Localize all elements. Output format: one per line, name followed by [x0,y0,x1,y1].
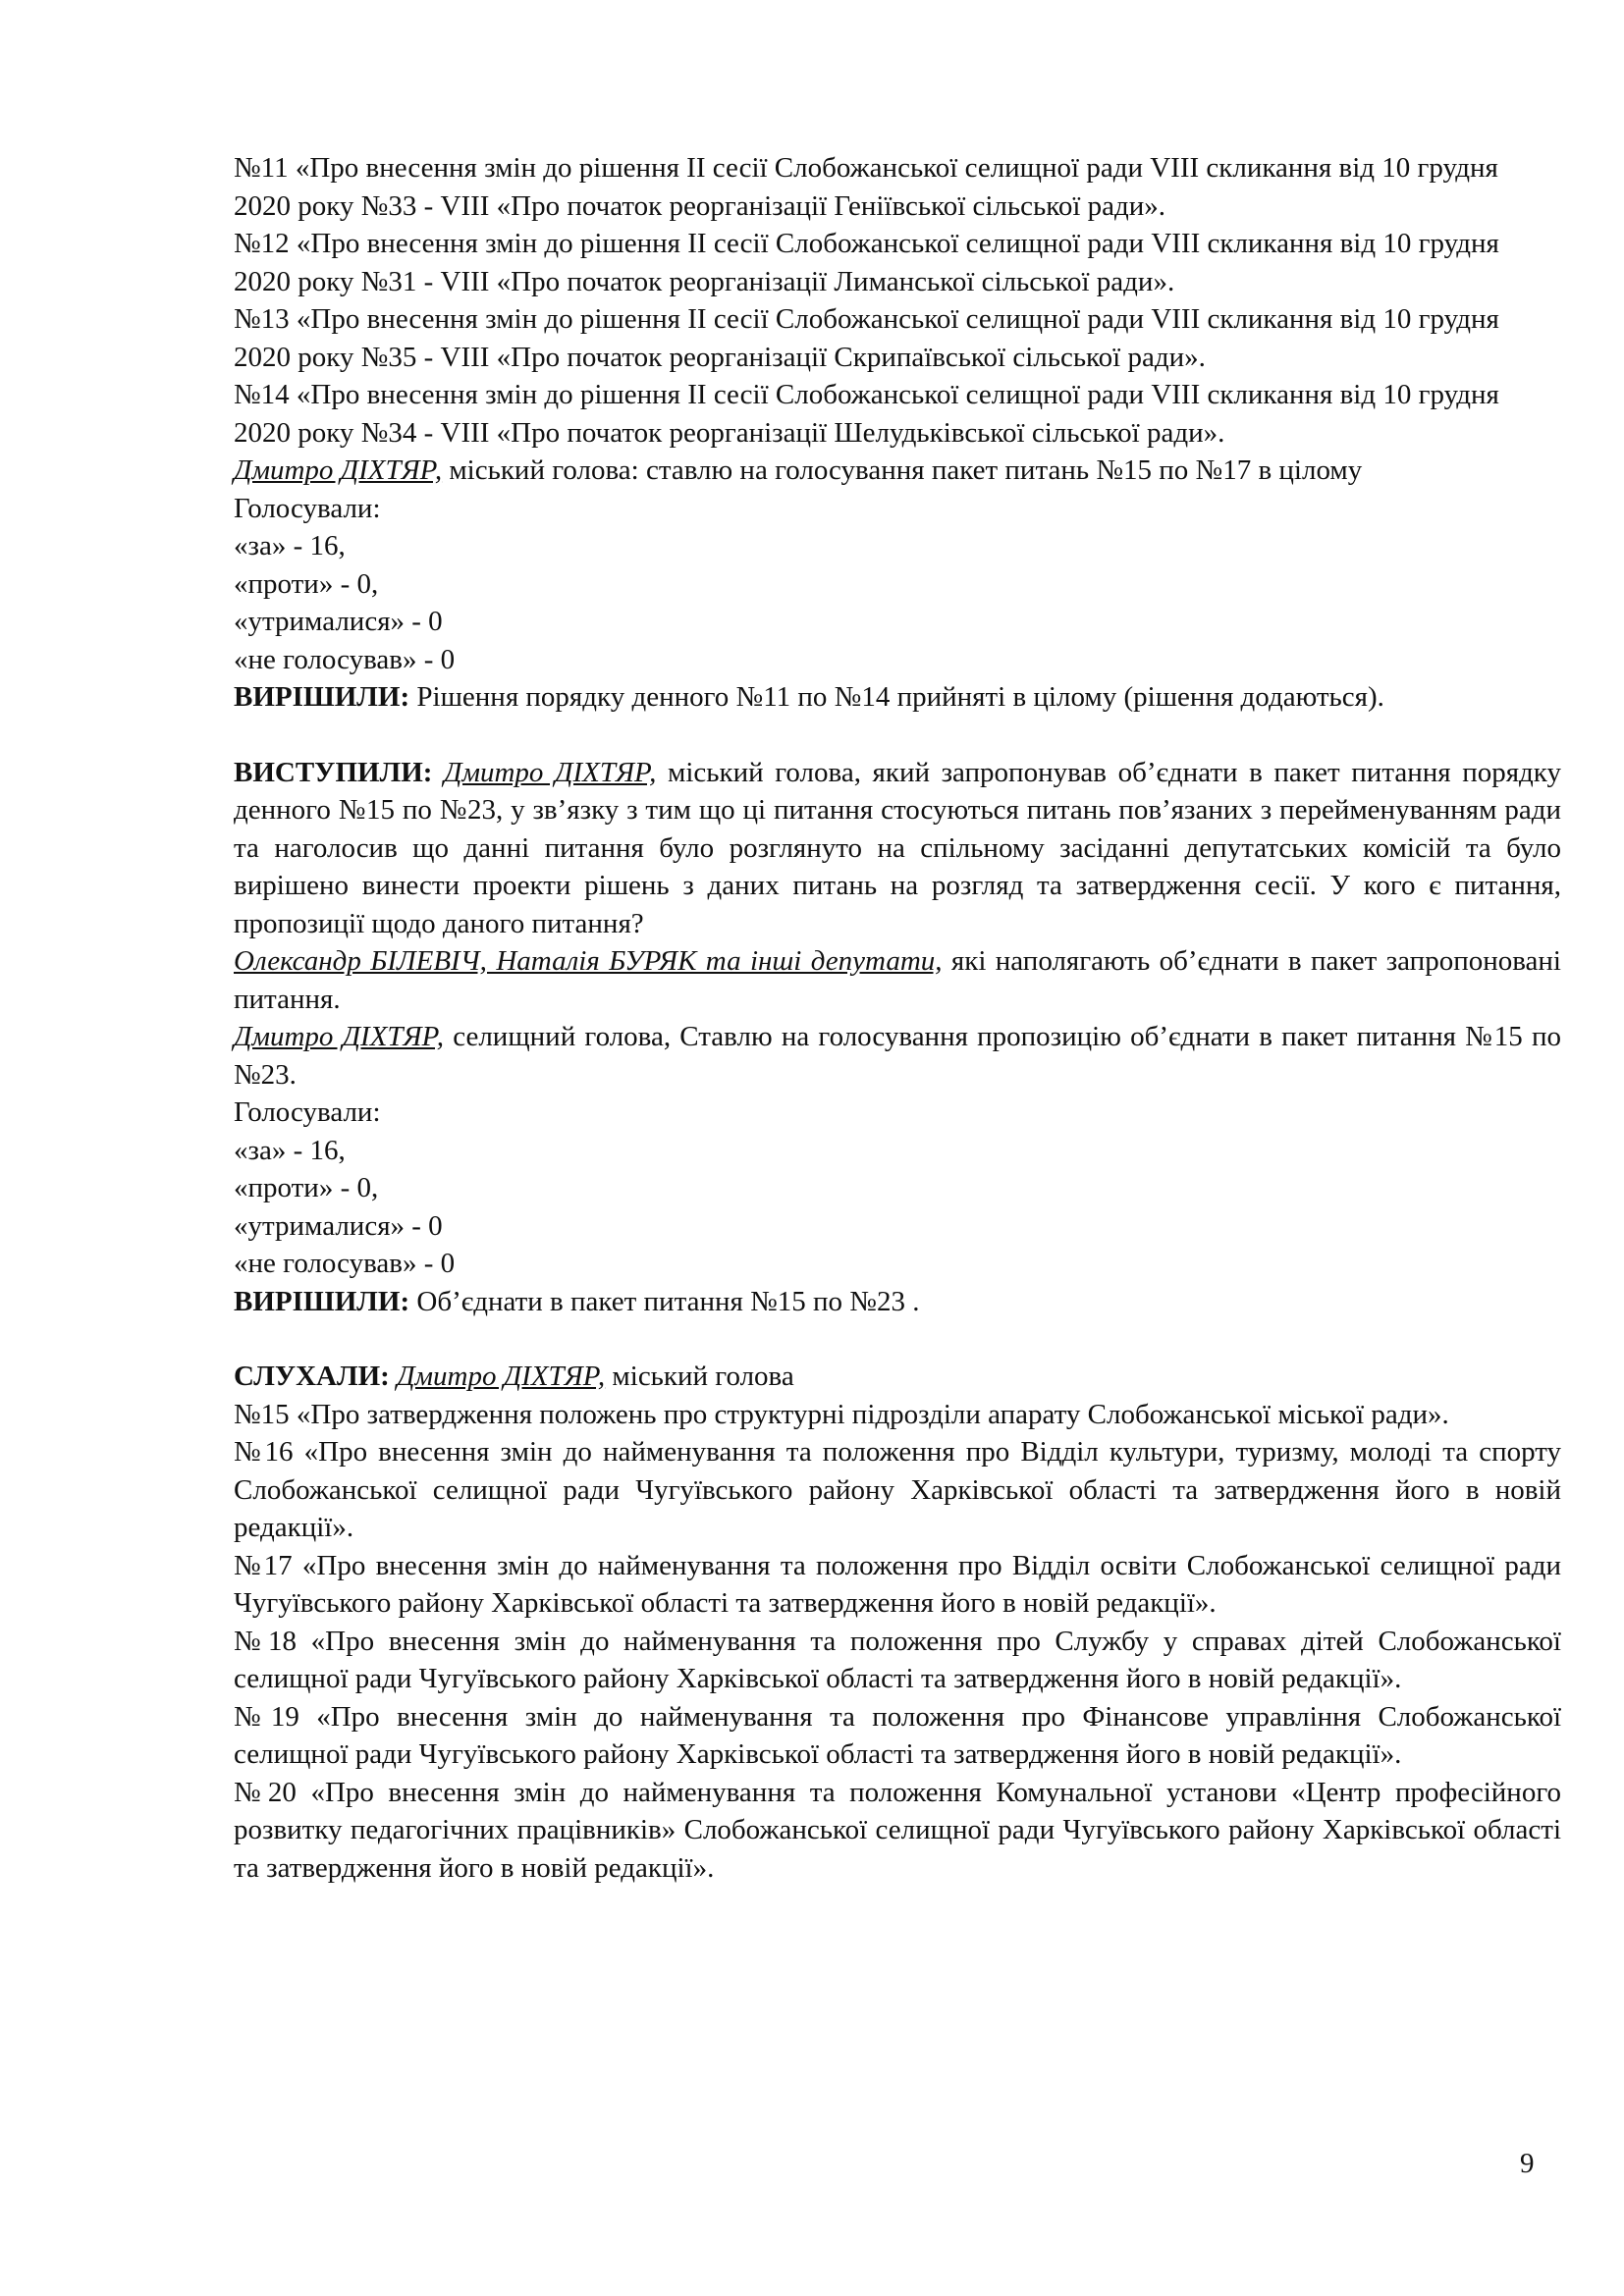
listened-label: СЛУХАЛИ: [234,1361,390,1392]
vote-abstained: «утрималися» - 0 [234,1209,443,1242]
speech-text: міський голова, який запропонував об’єднати в пакет питання порядку денного №15 по №23, у зв’язку з тим що ці питання стосуються питань пов’язаних з перейменуванням ради та наголосив що данні питання було розглянуто на спільному засіданні депутатських комісій та було вирішено винести проекти рішень з даних питань на розгляд та затвердження сесії. У кого є питання, пропозиції щодо даного питання? [234,756,1561,939]
speaker-name: Дмитро ДІХТЯР, [234,1021,445,1052]
voted-label: Голосували: [234,1096,381,1128]
vote-for: «за» - 16, [234,1134,346,1166]
agenda-item-15: №15 «Про затвердження положень про структурні підрозділи апарату Слобожанської міської ради». [234,1398,1449,1430]
document-body [234,149,1561,1887]
speech-label: ВИСТУПИЛИ: [234,756,433,788]
agenda-item-20: №20 «Про внесення змін до найменування та положення Комунальної установи «Центр професійного розвитку педагогічних працівників» Слобожанської селищної ради Чугуївського району Харківської області та затвердження його в новій редакції». [234,1776,1561,1884]
agenda-item-18: №18 «Про внесення змін до найменування та положення про Службу у справах дітей Слобожанської селищної ради Чугуївського району Харківської області та затвердження його в новій редакції». [234,1625,1561,1694]
agenda-item-14: №14 «Про внесення змін до рішення ІІ сесії Слобожанської селищної ради VІІІ скликання від 10 грудня 2020 року №34 - VIII «Про початок реорганізації Шелудьківської сільської ради». [234,379,1499,449]
deputies-block [234,942,1561,1018]
deputies-text: які наполягають об’єднати в пакет запропоновані питання. [234,945,1561,1015]
agenda-item-12: №12 «Про внесення змін до рішення ІІ сесії Слобожанської селищної ради VІІІ скликання від 10 грудня 2020 року №31 - VIII «Про початок реорганізації Лиманської сільської ради». [234,228,1499,297]
agenda-item-16: №16 «Про внесення змін до найменування та положення про Відділ культури, туризму, молоді та спорту Слобожанської селищної ради Чугуївського району Харківської області та затвердження його в новій редакції». [234,1436,1561,1543]
vote-proposal-text: селищний голова, Ставлю на голосування пропозицію об’єднати в пакет питання №15 по №23. [234,1021,1561,1091]
speaker-name: Дмитро ДІХТЯР, [234,454,443,486]
vote-against: «проти» - 0, [234,1172,379,1203]
vote-not-voted: «не голосував» - 0 [234,643,456,675]
vote-proposal-text: міський голова: ставлю на голосування пакет питань №15 по №17 в цілому [442,454,1363,486]
deputies-names: Олександр БІЛЕВІЧ, Наталія БУРЯК та інші депутати, [234,945,943,977]
voted-label: Голосували: [234,492,381,524]
decision-label: ВИРІШИЛИ: [234,1285,410,1317]
vote-for: «за» - 16, [234,530,346,561]
decision-2 [234,1283,1561,1321]
speech-block [234,754,1561,943]
vote-proposal-1 [234,452,1561,490]
spacer [234,717,1561,754]
decision-1 [234,678,1561,717]
listened-text: міський голова [605,1361,794,1392]
agenda-item-13: №13 «Про внесення змін до рішення ІІ сесії Слобожанської селищної ради VІІІ скликання від 10 грудня 2020 року №35 - VIII «Про початок реорганізації Скрипаївської сільської ради». [234,303,1499,373]
decision-text: Об’єднати в пакет питання №15 по №23 . [409,1285,920,1317]
vote-not-voted: «не голосував» - 0 [234,1248,456,1279]
vote-against: «проти» - 0, [234,567,379,600]
spacer [234,1320,1561,1358]
agenda-item-17: №17 «Про внесення змін до найменування та положення про Відділ освіти Слобожанської селищної ради Чугуївського району Харківської області та затвердження його в новій редакції». [234,1549,1561,1619]
decision-label: ВИРІШИЛИ: [234,681,410,713]
listened-block [234,1358,1561,1396]
agenda-item-11: №11 «Про внесення змін до рішення ІІ сесії Слобожанської селищної ради VІІІ скликання від 10 грудня 2020 року №33 - VIII «Про початок реорганізації Геніївської сільської ради». [234,152,1498,222]
decision-text: Рішення порядку денного №11 по №14 прийняті в цілому (рішення додаються). [409,681,1384,713]
agenda-item-19: №19 «Про внесення змін до найменування та положення про Фінансове управління Слобожанської селищної ради Чугуївського району Харківської області та затвердження його в новій редакції». [234,1700,1561,1770]
page-number: 9 [1520,2148,1535,2179]
speaker-name: Дмитро ДІХТЯР, [444,756,657,788]
speaker-name: Дмитро ДІХТЯР, [397,1361,606,1392]
vote-abstained: «утрималися» - 0 [234,606,443,637]
vote-proposal-2 [234,1018,1561,1094]
